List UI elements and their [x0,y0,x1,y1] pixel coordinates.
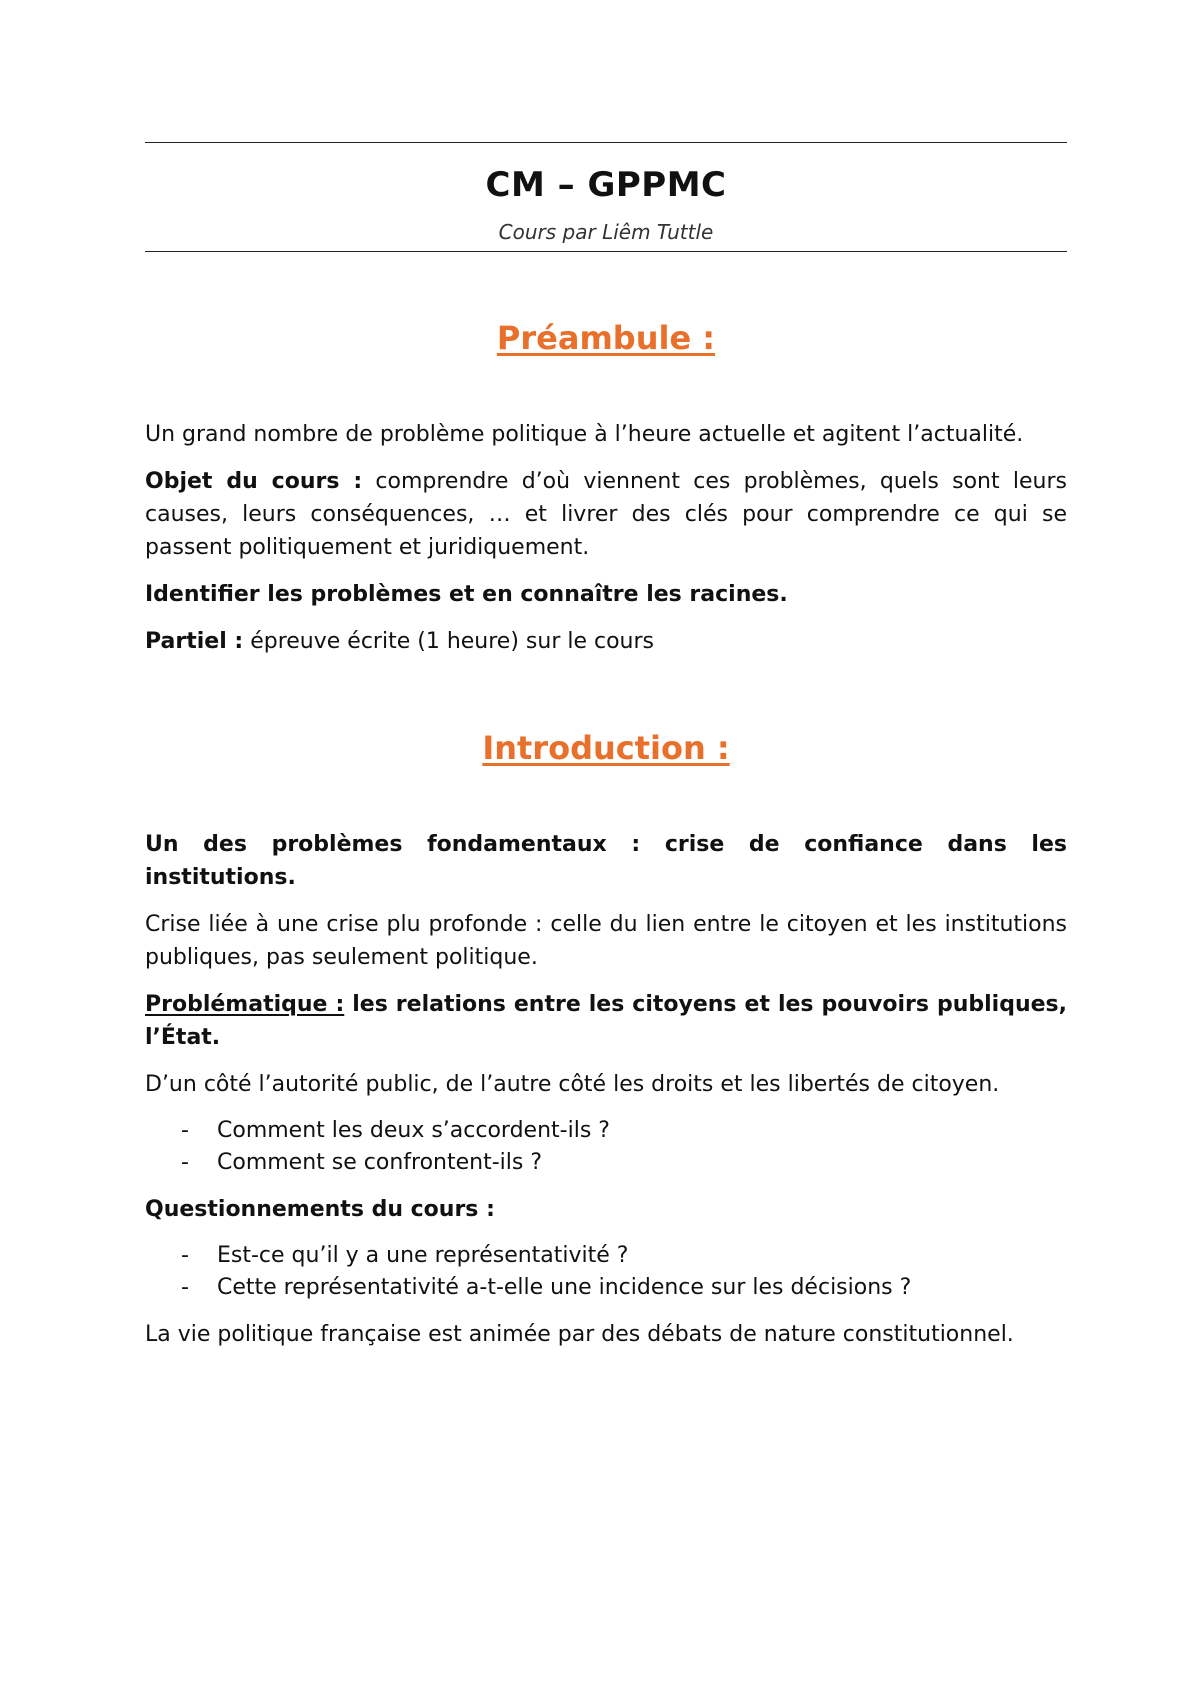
bullet-marker: - [181,1118,189,1143]
problematique-paragraph [145,988,1067,1054]
bullet-marker: - [181,1243,189,1268]
probleme-fondamental-text: Un des problèmes fondamentaux : crise de confiance dans les institutions. [145,832,1067,890]
partiel-paragraph [145,625,1067,658]
document-page [145,142,1067,1365]
document-subtitle: Cours par Liêm Tuttle [498,220,714,244]
preambule-paragraph: Un grand nombre de problème politique à l’heure actuelle et agitent l’actualité. [145,422,1024,447]
questionnements-paragraph [145,1193,1067,1226]
objet-du-cours-paragraph [145,465,1067,564]
partiel-label: Partiel : [145,629,244,654]
objet-text: comprendre d’où viennent ces problèmes, quels sont leurs causes, leurs conséquences, … et livrer des clés pour comprendre ce qui se passent politiquement et juridiquement. [145,469,1067,560]
list-item: - Cette représentativité a-t-elle une incidence sur les décisions ? [145,1272,1067,1304]
dun-cote-paragraph: D’un côté l’autorité public, de l’autre côté les droits et les libertés de citoyen. [145,1072,1000,1097]
list-item: - Comment les deux s’accordent-ils ? [145,1115,1067,1147]
list-item: - Est-ce qu’il y a une représentativité ? [145,1240,1067,1272]
identifier-paragraph [145,578,1067,611]
questions-list-1 [145,1115,1067,1179]
problematique-text: les relations entre les citoyens et les pouvoirs publiques, l’État. [145,992,1067,1050]
preambule-heading: Préambule : [496,319,716,357]
partiel-text: épreuve écrite (1 heure) sur le cours [243,629,654,654]
bullet-marker: - [181,1275,189,1300]
questionnements-label: Questionnements du cours : [145,1197,495,1222]
header-top-rule [145,142,1067,143]
header-bottom-rule [145,251,1067,252]
crise-paragraph: Crise liée à une crise plu profonde : celle du lien entre le citoyen et les institutions publiques, pas seulement politique. [145,912,1067,970]
introduction-heading: Introduction : [482,729,730,767]
problematique-label: Problématique : [145,992,345,1017]
questions-list-2 [145,1240,1067,1304]
conclusion-paragraph: La vie politique française est animée par des débats de nature constitutionnel. [145,1322,1014,1347]
document-title: CM – GPPMC [485,165,727,205]
objet-label: Objet du cours : [145,469,363,494]
identifier-text: Identifier les problèmes et en connaître les racines. [145,582,788,607]
list-item: - Comment se confrontent-ils ? [145,1147,1067,1179]
bullet-marker: - [181,1150,189,1175]
probleme-fondamental-paragraph [145,828,1067,894]
